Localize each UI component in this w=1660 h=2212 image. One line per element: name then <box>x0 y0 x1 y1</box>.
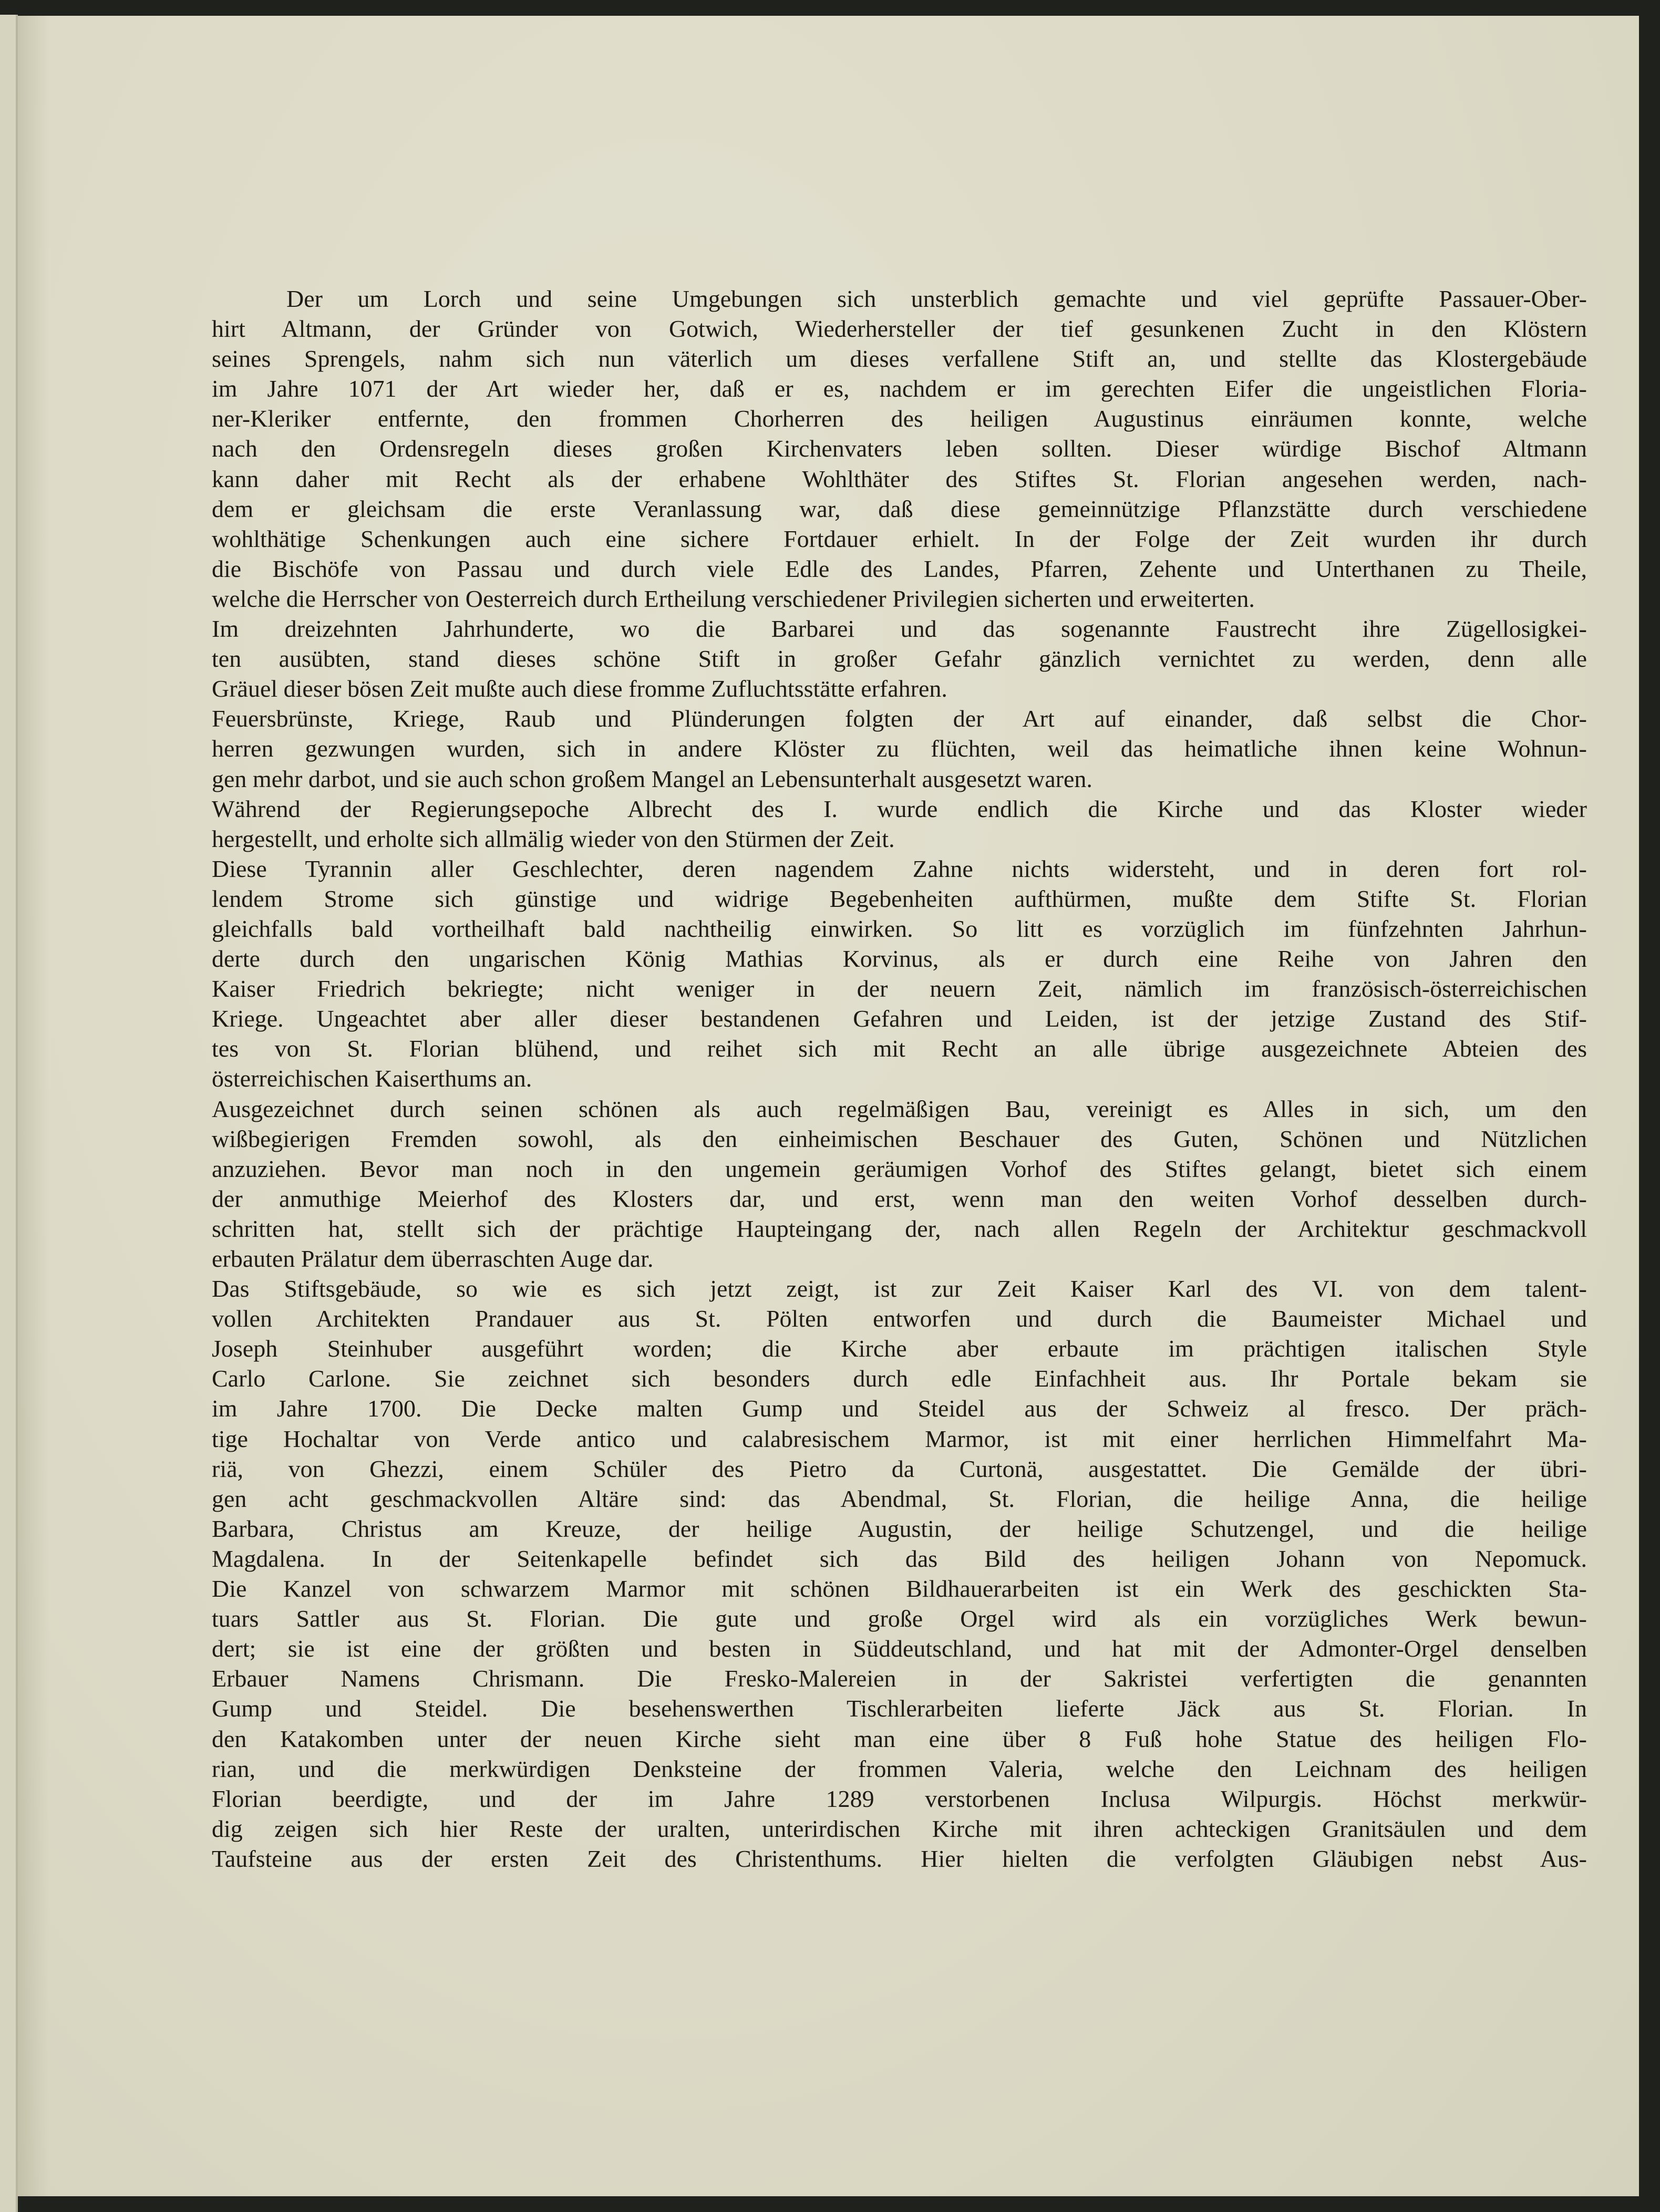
text-line: Joseph Steinhuber ausgeführt worden; die Kirche aber erbaute im prächtigen italischen Style <box>212 1335 1587 1362</box>
text-line: die Bischöfe von Passau und durch viele Edle des Landes, Pfarren, Zehente und Unterthanen zu Theile, <box>212 555 1587 582</box>
text-line: hirt Altmann, der Gründer von Gotwich, Wiederhersteller der tief gesunkenen Zucht in den Klöstern <box>212 315 1587 343</box>
text-line: kann daher mit Recht als der erhabene Wohlthäter des Stiftes St. Florian angesehen werden, nach- <box>212 465 1587 492</box>
paragraph <box>212 794 1587 854</box>
text-line: tuars Sattler aus St. Florian. Die gute und große Orgel wird als ein vorzügliches Werk bewun- <box>212 1605 1587 1632</box>
text-line: herren gezwungen wurden, sich in andere Klöster zu flüchten, weil das heimatliche ihnen keine Wohnun- <box>212 735 1587 762</box>
text-line: Taufsteine aus der ersten Zeit des Christenthums. Hier hielten die verfolgten Gläubigen nebst Aus- <box>212 1845 1587 1872</box>
text-line: welche die Herrscher von Oesterreich durch Ertheilung verschiedener Privilegien sicherten und erweiterten. <box>212 585 1255 612</box>
text-line: schritten hat, stellt sich der prächtige Haupteingang der, nach allen Regeln der Architektur geschmackvoll <box>212 1215 1587 1242</box>
text-line: Gräuel dieser bösen Zeit mußte auch diese fromme Zufluchtsstätte erfahren. <box>212 675 947 702</box>
text-line: nach den Ordensregeln dieses großen Kirchenvaters leben sollten. Dieser würdige Bischof Altmann <box>212 435 1587 462</box>
paragraph <box>212 284 1587 614</box>
text-line: im Jahre 1700. Die Decke malten Gump und Steidel aus der Schweiz al fresco. Der präch- <box>212 1395 1587 1422</box>
text-line: Diese Tyrannin aller Geschlechter, deren nagendem Zahne nichts widersteht, und in deren fort rol- <box>212 855 1587 882</box>
text-line: Florian beerdigte, und der im Jahre 1289 verstorbenen Inclusa Wilpurgis. Höchst merkwür- <box>212 1785 1587 1812</box>
text-line: den Katakomben unter der neuen Kirche sieht man eine über 8 Fuß hohe Statue des heiligen Flo- <box>212 1725 1587 1752</box>
text-line: tes von St. Florian blühend, und reihet sich mit Recht an alle übrige ausgezeichnete Abteien des <box>212 1035 1587 1062</box>
text-line: Der um Lorch und seine Umgebungen sich unsterblich gemachte und viel geprüfte Passauer-Ober- <box>286 285 1587 312</box>
text-line: rian, und die merkwürdigen Denksteine der frommen Valeria, welche den Leichnam des heiligen <box>212 1755 1587 1782</box>
text-line: Während der Regierungsepoche Albrecht des I. wurde endlich die Kirche und das Kloster wieder <box>212 795 1587 822</box>
text-line: Magdalena. In der Seitenkapelle befindet sich das Bild des heiligen Johann von Nepomuck. <box>212 1545 1587 1572</box>
text-line: Das Stiftsgebäude, so wie es sich jetzt zeigt, ist zur Zeit Kaiser Karl des VI. von dem talent- <box>212 1275 1587 1303</box>
paragraph <box>212 854 1587 1094</box>
text-line: der anmuthige Meierhof des Klosters dar, und erst, wenn man den weiten Vorhof desselben durch- <box>212 1185 1587 1212</box>
text-line: Kriege. Ungeachtet aber aller dieser bestandenen Gefahren und Leiden, ist der jetzige Zustand des Stif- <box>212 1005 1587 1032</box>
paragraph <box>212 1274 1587 1874</box>
text-line: dem er gleichsam die erste Veranlassung war, daß diese gemeinnützige Pflanzstätte durch verschiedene <box>212 495 1587 522</box>
paragraph <box>212 614 1587 704</box>
text-line: riä, von Ghezzi, einem Schüler des Pietro da Curtonä, ausgestattet. Die Gemälde der übri- <box>212 1455 1587 1482</box>
text-line: im Jahre 1071 der Art wieder her, daß er es, nachdem er im gerechten Eifer die ungeistlichen Floria- <box>212 375 1587 402</box>
text-line: seines Sprengels, nahm sich nun väterlich um dieses verfallene Stift an, und stellte das Klostergebäude <box>212 345 1587 373</box>
text-line: lendem Strome sich günstige und widrige Begebenheiten aufthürmen, mußte dem Stifte St. Florian <box>212 885 1587 912</box>
text-line: wohlthätige Schenkungen auch eine sichere Fortdauer erhielt. In der Folge der Zeit wurden ihr durch <box>212 525 1587 552</box>
paragraph <box>212 1094 1587 1274</box>
adjacent-page-edge <box>0 15 18 2212</box>
text-line: vollen Architekten Prandauer aus St. Pölten entworfen und durch die Baumeister Michael und <box>212 1305 1587 1332</box>
text-line: Gump und Steidel. Die besehenswerthen Tischlerarbeiten lieferte Jäck aus St. Florian. In <box>212 1695 1587 1722</box>
text-line: erbauten Prälatur dem überraschten Auge dar. <box>212 1245 654 1272</box>
text-line: Kaiser Friedrich bekriegte; nicht weniger in der neuern Zeit, nämlich im französisch-österreichischen <box>212 975 1587 1002</box>
text-line: Ausgezeichnet durch seinen schönen als auch regelmäßigen Bau, vereinigt es Alles in sich, um den <box>212 1095 1587 1122</box>
text-line: wißbegierigen Fremden sowohl, als den einheimischen Beschauer des Guten, Schönen und Nützlichen <box>212 1125 1587 1152</box>
body-text <box>212 284 1587 1874</box>
text-line: Feuersbrünste, Kriege, Raub und Plünderungen folgten der Art auf einander, daß selbst die Chor- <box>212 705 1587 732</box>
text-line: gleichfalls bald vortheilhaft bald nachtheilig einwirken. So litt es vorzüglich im fünfzehnten Jahrhun- <box>212 915 1587 942</box>
text-line: hergestellt, und erholte sich allmälig wieder von den Stürmen der Zeit. <box>212 825 895 852</box>
text-line: derte durch den ungarischen König Mathias Korvinus, als er durch eine Reihe von Jahren den <box>212 945 1587 973</box>
text-line: Im dreizehnten Jahrhunderte, wo die Barbarei und das sogenannte Faustrecht ihre Zügellosigkei- <box>212 615 1587 643</box>
text-line: gen mehr darbot, und sie auch schon großem Mangel an Lebensunterhalt ausgesetzt waren. <box>212 765 1092 792</box>
text-line: Erbauer Namens Chrismann. Die Fresko-Malereien in der Sakristei verfertigten die genannten <box>212 1665 1587 1692</box>
text-line: Barbara, Christus am Kreuze, der heilige Augustin, der heilige Schutzengel, und die heilige <box>212 1515 1587 1542</box>
text-line: Carlo Carlone. Sie zeichnet sich besonders durch edle Einfachheit aus. Ihr Portale bekam sie <box>212 1365 1587 1392</box>
text-line: tige Hochaltar von Verde antico und calabresischem Marmor, ist mit einer herrlichen Himmelfahrt Ma- <box>212 1425 1587 1452</box>
text-line: gen acht geschmackvollen Altäre sind: das Abendmal, St. Florian, die heilige Anna, die heilige <box>212 1485 1587 1512</box>
text-line: ner-Kleriker entfernte, den frommen Chorherren des heiligen Augustinus einräumen konnte, welche <box>212 405 1587 432</box>
binding-shadow <box>18 16 49 2196</box>
text-line: ten ausübten, stand dieses schöne Stift in großer Gefahr gänzlich vernichtet zu werden, denn alle <box>212 645 1587 673</box>
text-line: Die Kanzel von schwarzem Marmor mit schönen Bildhauerarbeiten ist ein Werk des geschickten Sta- <box>212 1575 1587 1603</box>
paragraph <box>212 704 1587 793</box>
text-line: anzuziehen. Bevor man noch in den ungemein geräumigen Vorhof des Stiftes gelangt, bietet sich einem <box>212 1155 1587 1182</box>
text-line: österreichischen Kaiserthums an. <box>212 1065 532 1092</box>
text-line: dig zeigen sich hier Reste der uralten, unterirdischen Kirche mit ihren achteckigen Granitsäulen und dem <box>212 1815 1587 1842</box>
text-line: dert; sie ist eine der größten und besten in Süddeutschland, und hat mit der Admonter-Orgel denselben <box>212 1635 1587 1662</box>
